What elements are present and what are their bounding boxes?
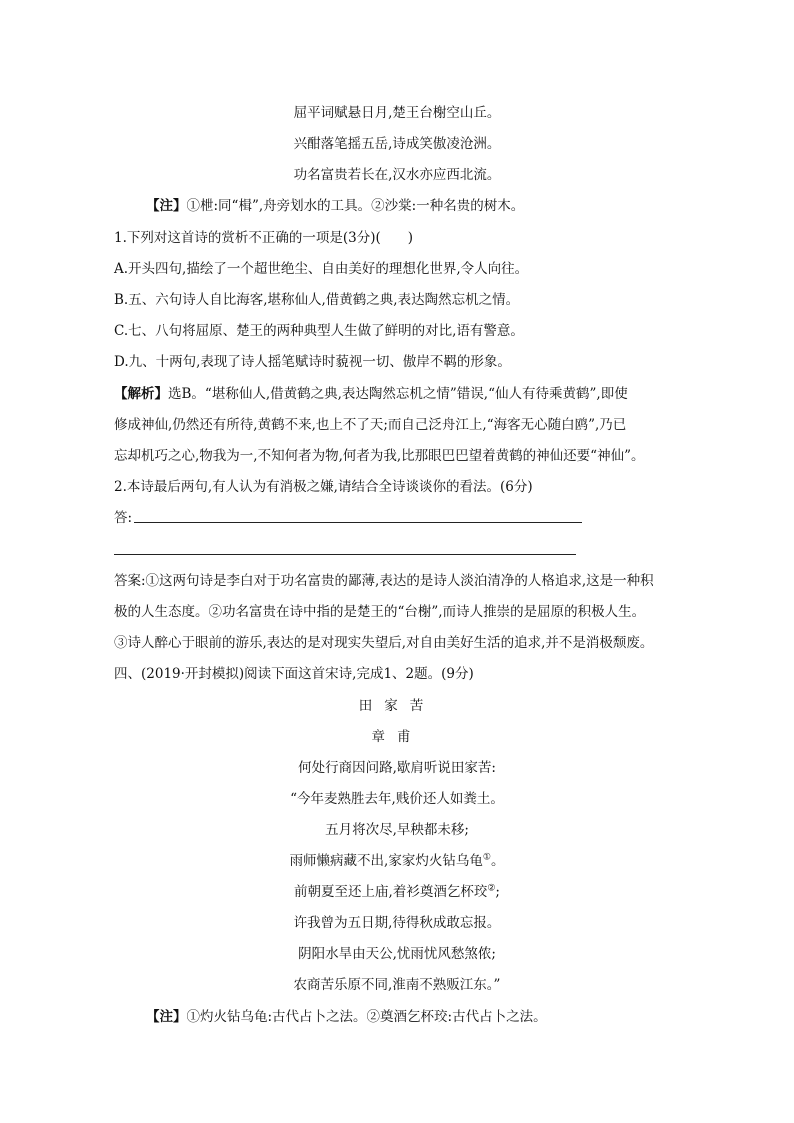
analysis-text: 选B。“堪称仙人,借黄鹤之典,表达陶然忘机之情”错误,“仙人有待乘黄鹤”,即使 <box>168 386 628 402</box>
note-text: ①灼火钻乌龟:古代占卜之法。②奠酒乞杯珓:古代占卜之法。 <box>186 1009 547 1025</box>
poem-note <box>146 1007 547 1027</box>
poem-note <box>146 196 524 216</box>
poem-line <box>0 882 794 902</box>
poem-line: 功名富贵若长在,汉水亦应西北流。 <box>293 167 501 183</box>
analysis-line: 修成神仙,仍然还有所待,黄鹤不来,也上不了天;而自己泛舟江上,“海客无心随白鸥”,乃已 <box>114 417 627 433</box>
answer-line: 极的人生态度。②功名富贵在诗中指的是楚王的“台榭”,而诗人推崇的是屈原的积极人生。 <box>114 604 646 620</box>
poem-line: 兴酣落笔摇五岳,诗成笑傲凌沧洲。 <box>293 136 501 152</box>
analysis-line: 忘却机巧之心,物我为一,不知何者为物,何者为我,比那眼巴巴望着黄鹤的神仙还要“神仙”。 <box>114 448 645 464</box>
answer-prompt: 答: <box>114 510 133 526</box>
option-c: C.七、八句将屈原、楚王的两种典型人生做了鲜明的对比,语有警意。 <box>114 323 524 339</box>
question-stem: 1.下列对这首诗的赏析不正确的一项是(3分)( ) <box>114 230 414 246</box>
analysis-label: 【解析】 <box>114 386 168 402</box>
poem-line <box>0 851 794 871</box>
poem-author: 章甫 <box>371 729 423 745</box>
note-text: ①枻:同“楫”,舟旁划水的工具。②沙棠:一种名贵的树木。 <box>186 198 525 214</box>
footnote-marker: ① <box>482 852 491 863</box>
question-stem: 2.本诗最后两句,有人认为有消极之嫌,请结合全诗谈谈你的看法。(6分) <box>114 479 533 495</box>
answer-line: 答案:①这两句诗是李白对于功名富贵的鄙薄,表达的是诗人淡泊清净的人格追求,这是一种积 <box>114 573 654 589</box>
footnote-marker: ② <box>487 883 496 894</box>
analysis-line <box>114 384 628 404</box>
poem-line: 阴阳水旱由天公,忧雨忧风愁煞侬; <box>298 946 496 962</box>
poem-line: 农商苦乐原不同,淮南不熟贩江东。” <box>293 977 501 993</box>
answer-blank-line[interactable] <box>114 554 576 555</box>
answer-blank-line[interactable] <box>134 522 582 523</box>
poem-line: 屈平词赋悬日月,楚王台榭空山丘。 <box>293 105 501 121</box>
poem-line: “今年麦熟胜去年,贱价还人如粪土。 <box>290 791 504 807</box>
poem-line: 许我曾为五日期,待得秋成敢忘报。 <box>293 915 501 931</box>
poem-line-text: 前朝夏至还上庙,着衫奠酒乞杯珓 <box>294 884 488 900</box>
answer-line: ③诗人醉心于眼前的游乐,表达的是对现实失望后,对自由美好生活的追求,并不是消极颓废。 <box>114 635 654 651</box>
note-label: 【注】 <box>146 1009 187 1025</box>
poem-line-tail: ; <box>495 884 500 900</box>
option-d: D.九、十两句,表现了诗人摇笔赋诗时藐视一切、傲岸不羁的形象。 <box>114 354 511 370</box>
option-a: A.开头四句,描绘了一个超世绝尘、自由美好的理想化世界,令人向往。 <box>114 261 529 277</box>
option-b: B.五、六句诗人自比海客,堪称仙人,借黄鹤之典,表达陶然忘机之情。 <box>114 292 520 308</box>
section-heading: 四、(2019·开封模拟)阅读下面这首宋诗,完成1、2题。(9分) <box>114 666 474 682</box>
poem-line: 五月将次尽,早秧都未移; <box>325 822 469 838</box>
poem-line-tail: 。 <box>490 853 505 869</box>
poem-line: 何处行商因问路,歇肩听说田家苦: <box>298 760 496 776</box>
note-label: 【注】 <box>146 198 187 214</box>
poem-line-text: 雨师懒病藏不出,家家灼火钻乌龟 <box>289 853 483 869</box>
poem-title: 田家苦 <box>358 698 436 714</box>
